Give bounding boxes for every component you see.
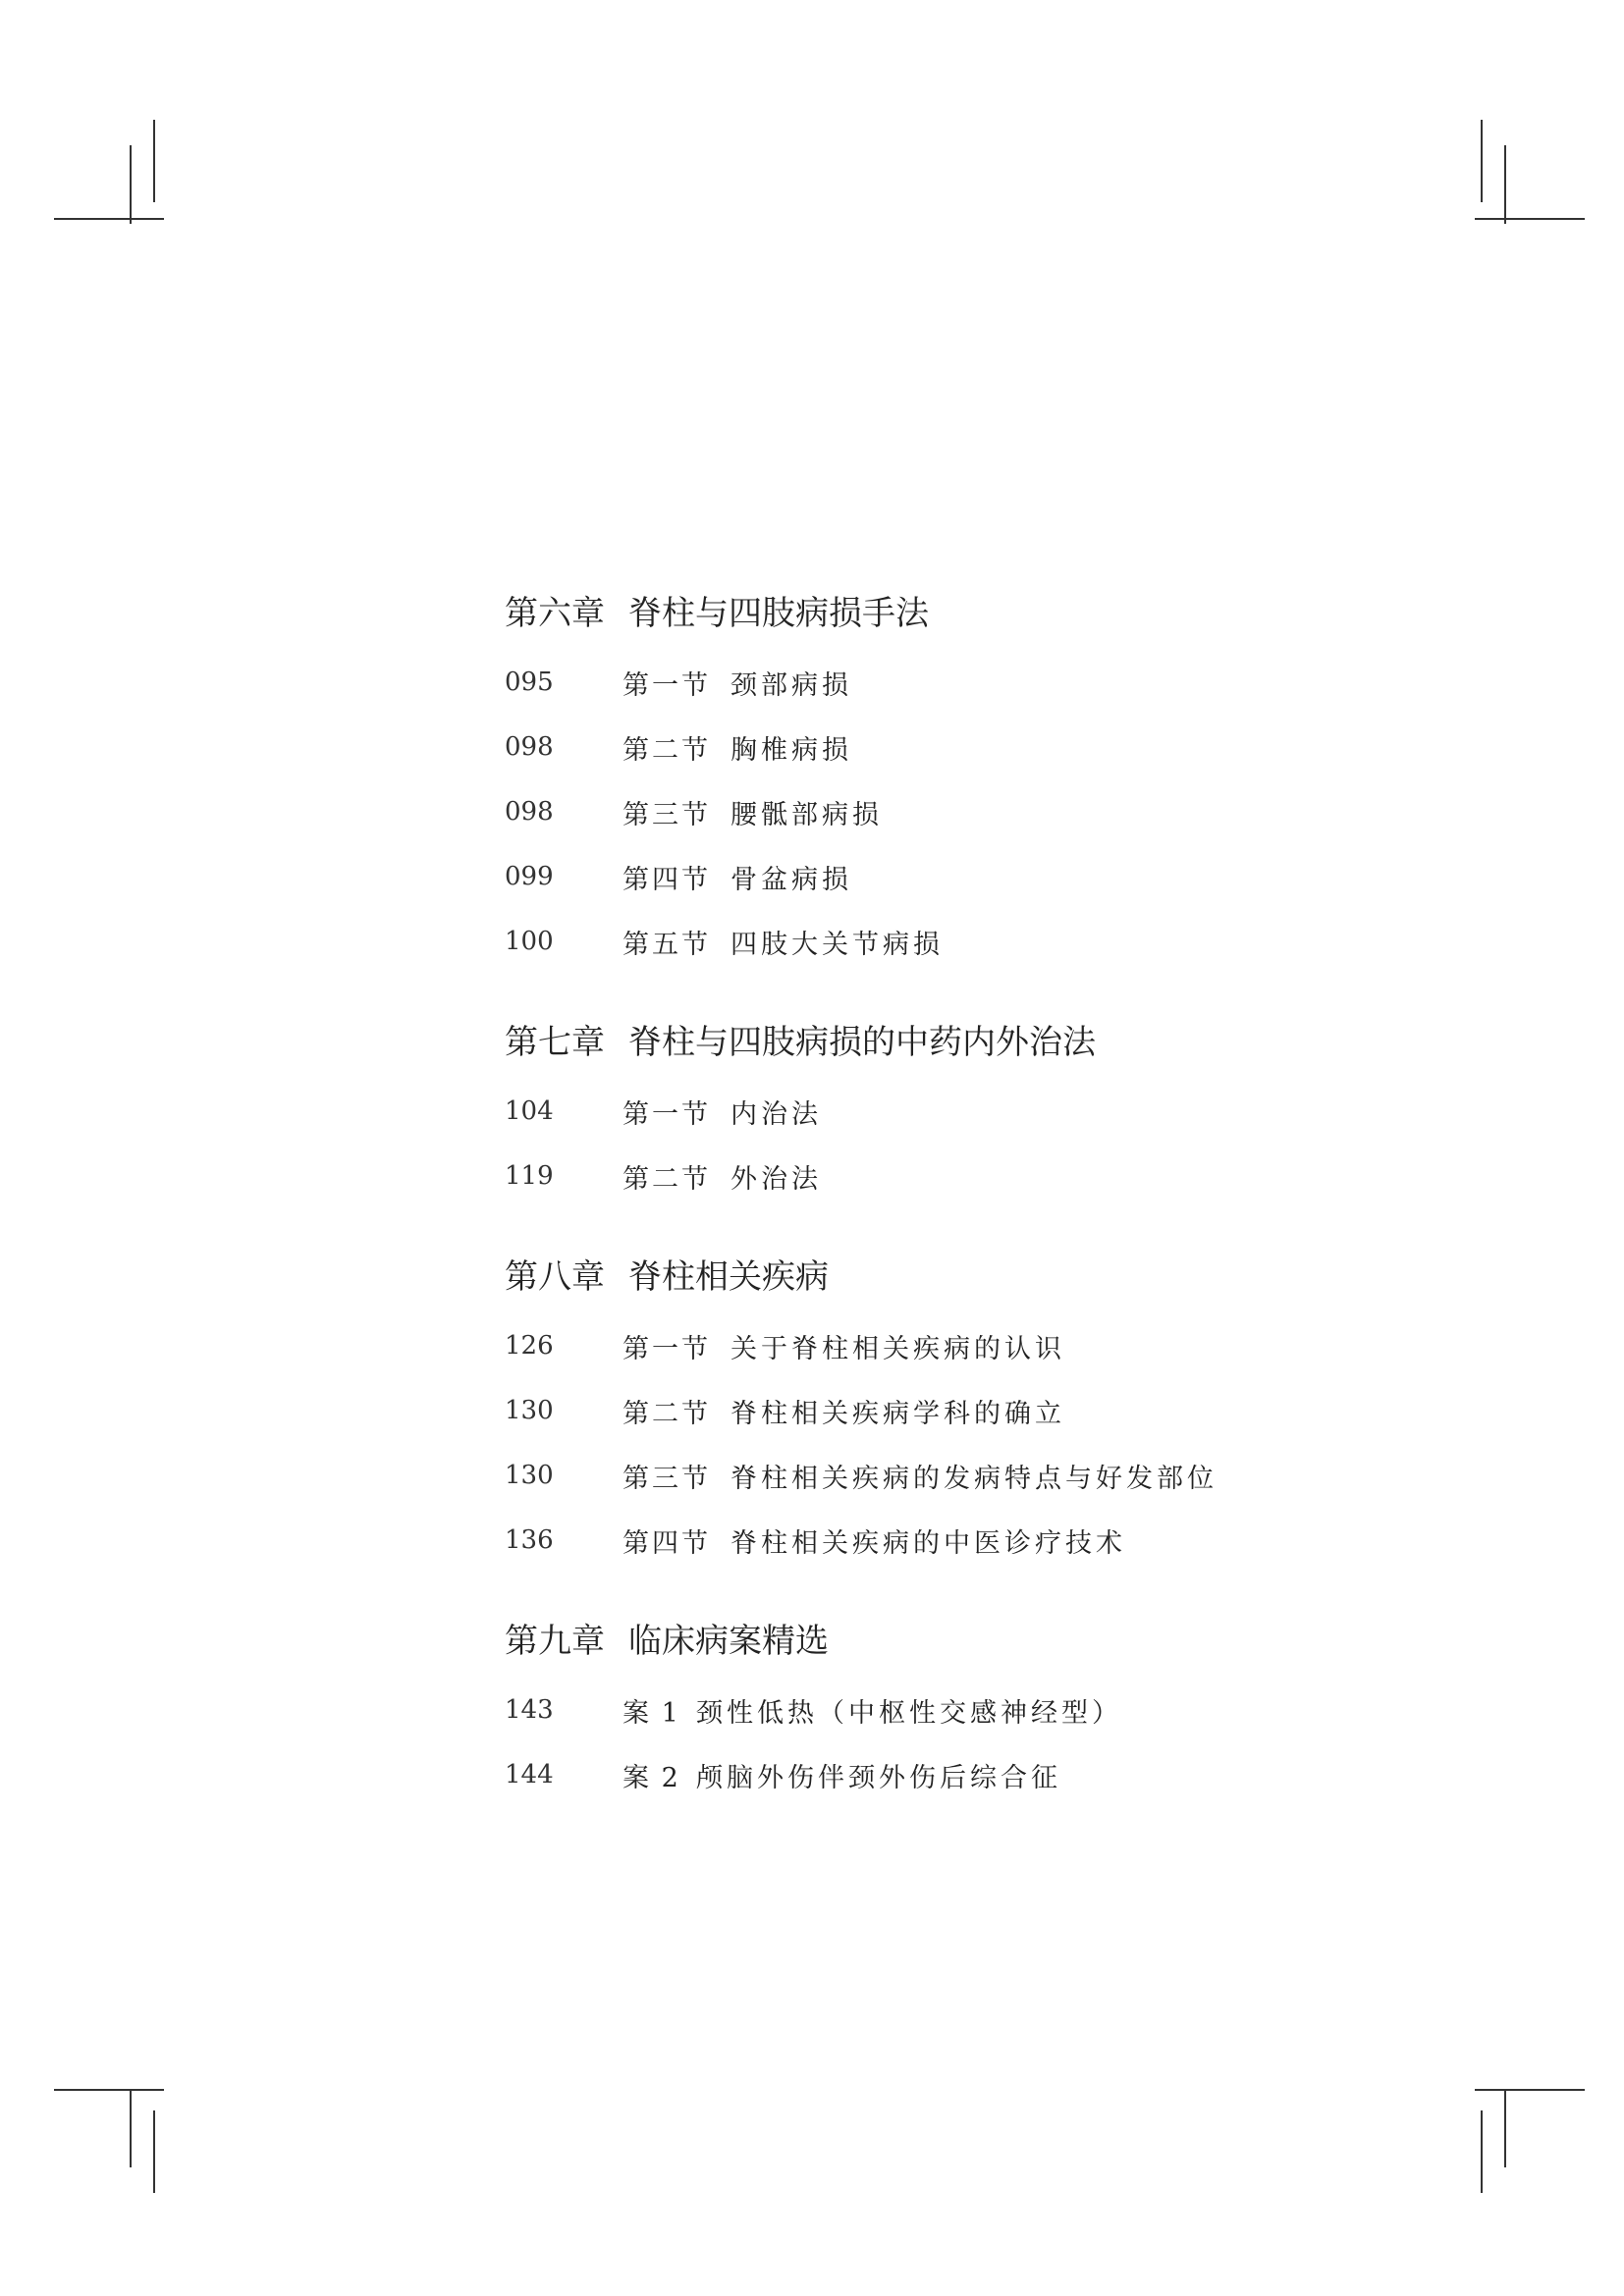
crop-mark-bottom-left-v2 <box>153 2110 155 2193</box>
page-number: 098 <box>505 797 554 827</box>
page-number: 098 <box>505 732 554 762</box>
section-label: 第一节 <box>623 1333 711 1364</box>
page-number: 143 <box>505 1695 554 1725</box>
section-title: 外治法 <box>731 1163 822 1195</box>
crop-mark-top-right-v2 <box>1504 145 1506 224</box>
toc-entry[interactable] <box>505 715 1487 779</box>
page-number: 144 <box>505 1760 554 1789</box>
toc-entry[interactable] <box>505 1443 1487 1508</box>
toc-entry[interactable] <box>505 909 1487 974</box>
case-title: 颅脑外伤伴颈外伤后综合征 <box>696 1762 1061 1793</box>
crop-mark-top-right-h <box>1475 218 1585 220</box>
crop-mark-bottom-left-v1 <box>130 2089 132 2167</box>
chapter-heading[interactable] <box>505 1018 1487 1067</box>
toc-entry[interactable] <box>505 1378 1487 1443</box>
page-number: 095 <box>505 667 554 697</box>
chapter-title: 脊柱与四肢病损的中药内外治法 <box>628 1023 1096 1062</box>
crop-mark-top-left-v2 <box>153 120 155 202</box>
toc-entry[interactable] <box>505 1313 1487 1378</box>
page-number: 130 <box>505 1396 554 1425</box>
toc-entry[interactable] <box>505 1508 1487 1573</box>
crop-mark-top-left-h <box>54 218 164 220</box>
page-number: 126 <box>505 1331 554 1361</box>
toc-entry[interactable] <box>505 779 1487 844</box>
crop-mark-top-right-v1 <box>1481 120 1483 202</box>
chapter-title: 临床病案精选 <box>628 1622 829 1661</box>
chapter-heading[interactable] <box>505 589 1487 638</box>
case-label: 案 2 <box>623 1762 680 1793</box>
section-title: 腰骶部病损 <box>731 799 883 830</box>
section-label: 第二节 <box>623 1163 711 1195</box>
section-label: 第四节 <box>623 1527 711 1559</box>
section-label: 第三节 <box>623 1463 711 1494</box>
section-label: 第四节 <box>623 864 711 895</box>
page-number: 130 <box>505 1461 554 1490</box>
section-label: 第三节 <box>623 799 711 830</box>
crop-mark-bottom-right-v1 <box>1481 2110 1483 2193</box>
chapter-label: 第七章 <box>505 1023 605 1062</box>
section-title: 脊柱相关疾病学科的确立 <box>731 1398 1065 1429</box>
section-title: 关于脊柱相关疾病的认识 <box>731 1333 1065 1364</box>
section-label: 第一节 <box>623 669 711 701</box>
crop-mark-bottom-right-v2 <box>1504 2089 1506 2167</box>
section-label: 第五节 <box>623 929 711 960</box>
toc-entry[interactable] <box>505 1742 1487 1807</box>
crop-mark-bottom-left-h <box>54 2089 164 2091</box>
chapter-heading[interactable] <box>505 1617 1487 1666</box>
chapter-label: 第八章 <box>505 1257 605 1297</box>
section-title: 颈部病损 <box>731 669 852 701</box>
crop-mark-top-left-v1 <box>130 145 132 224</box>
section-title: 脊柱相关疾病的发病特点与好发部位 <box>731 1463 1218 1494</box>
chapter-9 <box>505 1617 1487 1807</box>
chapter-7 <box>505 1018 1487 1208</box>
section-title: 四肢大关节病损 <box>731 929 944 960</box>
page-number: 136 <box>505 1525 554 1555</box>
crop-mark-bottom-right-h <box>1475 2089 1585 2091</box>
toc-entry[interactable] <box>505 650 1487 715</box>
chapter-8 <box>505 1253 1487 1573</box>
case-label: 案 1 <box>623 1697 680 1729</box>
chapter-6 <box>505 589 1487 974</box>
page-number: 104 <box>505 1096 554 1126</box>
section-title: 内治法 <box>731 1098 822 1130</box>
section-label: 第一节 <box>623 1098 711 1130</box>
chapter-label: 第六章 <box>505 594 605 633</box>
toc-entry[interactable] <box>505 1079 1487 1144</box>
table-of-contents <box>505 589 1487 1807</box>
page-number: 119 <box>505 1161 554 1191</box>
section-title: 胸椎病损 <box>731 734 852 766</box>
section-title: 骨盆病损 <box>731 864 852 895</box>
section-label: 第二节 <box>623 734 711 766</box>
chapter-title: 脊柱与四肢病损手法 <box>628 594 929 633</box>
chapter-heading[interactable] <box>505 1253 1487 1302</box>
chapter-title: 脊柱相关疾病 <box>628 1257 829 1297</box>
chapter-label: 第九章 <box>505 1622 605 1661</box>
page-number: 099 <box>505 862 554 891</box>
page-number: 100 <box>505 927 554 956</box>
toc-entry[interactable] <box>505 1144 1487 1208</box>
toc-entry[interactable] <box>505 844 1487 909</box>
section-title: 脊柱相关疾病的中医诊疗技术 <box>731 1527 1126 1559</box>
section-label: 第二节 <box>623 1398 711 1429</box>
toc-entry[interactable] <box>505 1678 1487 1742</box>
case-title: 颈性低热（中枢性交感神经型） <box>696 1697 1122 1729</box>
